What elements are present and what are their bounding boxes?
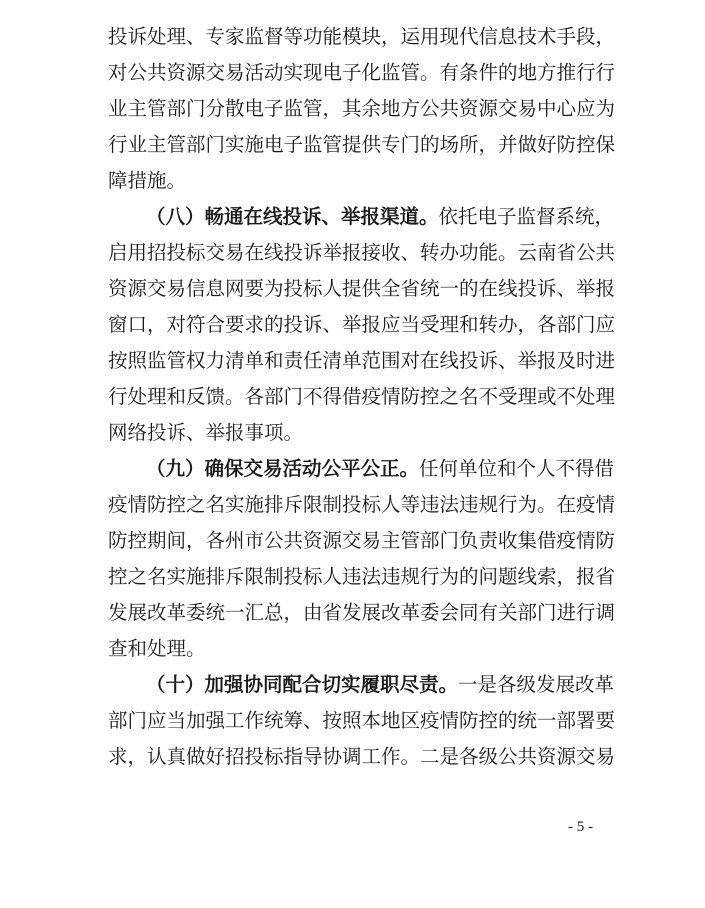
text-line-18 (108, 637, 598, 661)
line-text: 业主管部门分散电子监管，其余地方公共资源交易中心应为 (108, 97, 616, 120)
text-line-21 (108, 745, 616, 769)
section-9-first-line (146, 457, 615, 481)
line-text: 投诉处理、专家监督等功能模块，运用现代信息技术手段， (108, 25, 616, 48)
text-line-20 (108, 709, 616, 733)
line-text: 网络投诉、举报事项。 (108, 421, 304, 444)
text-line-15 (108, 529, 616, 553)
line-text: 一是各级发展改革 (458, 673, 615, 696)
line-text: 资源交易信息网要为投标人提供全省统一的在线投诉、举报 (108, 277, 616, 300)
line-text: 按照监管权力清单和责任清单范围对在线投诉、举报及时进 (108, 349, 616, 372)
text-line-8 (108, 277, 616, 301)
line-text: 部门应当加强工作统筹、按照本地区疫情防控的统一部署要 (108, 709, 616, 732)
section-8-first-line (146, 205, 615, 229)
section-heading-8: （八）畅通在线投诉、举报渠道。 (146, 205, 439, 228)
section-10-first-line (146, 673, 615, 697)
line-text: 依托电子监督系统， (438, 205, 615, 228)
text-line-16 (108, 565, 616, 589)
text-line-14 (108, 493, 616, 517)
line-text: 行处理和反馈。各部门不得借疫情防控之名不受理或不处理 (108, 385, 616, 408)
text-line-3 (108, 97, 616, 121)
line-text: 疫情防控之名实施排斥限制投标人等违法违规行为。在疫情 (108, 493, 616, 516)
line-text: 窗口，对符合要求的投诉、举报应当受理和转办，各部门应 (108, 313, 616, 336)
text-line-17 (108, 601, 616, 625)
section-heading-10: （十）加强协同配合切实履职尽责。 (146, 673, 459, 696)
line-text: 查和处理。 (108, 637, 206, 660)
text-line-7 (108, 241, 616, 265)
line-text: 防控期间，各州市公共资源交易主管部门负责收集借疫情防 (108, 529, 616, 552)
text-line-4 (108, 133, 616, 157)
line-text: 任何单位和个人不得借 (419, 457, 615, 480)
line-text: 发展改革委统一汇总，由省发展改革委会同有关部门进行调 (108, 601, 616, 624)
page-number: - 5 - (568, 819, 593, 835)
line-text: 障措施。 (108, 169, 187, 192)
line-text: 行业主管部门实施电子监管提供专门的场所，并做好防控保 (108, 133, 616, 156)
section-heading-9: （九）确保交易活动公平公正。 (146, 457, 420, 480)
text-line-9 (108, 313, 616, 337)
line-text: 求，认真做好招投标指导协调工作。二是各级公共资源交易 (108, 745, 616, 768)
line-text: 启用招投标交易在线投诉举报接收、转办功能。云南省公共 (108, 241, 616, 264)
text-line-2 (108, 61, 616, 85)
text-line-12 (108, 421, 598, 445)
line-text: 控之名实施排斥限制投标人违法违规行为的问题线索，报省 (108, 565, 616, 588)
text-line-11 (108, 385, 616, 409)
text-line-1 (108, 25, 616, 49)
text-line-10 (108, 349, 616, 373)
line-text: 对公共资源交易活动实现电子化监管。有条件的地方推行行 (108, 61, 616, 84)
text-line-5 (108, 169, 598, 193)
